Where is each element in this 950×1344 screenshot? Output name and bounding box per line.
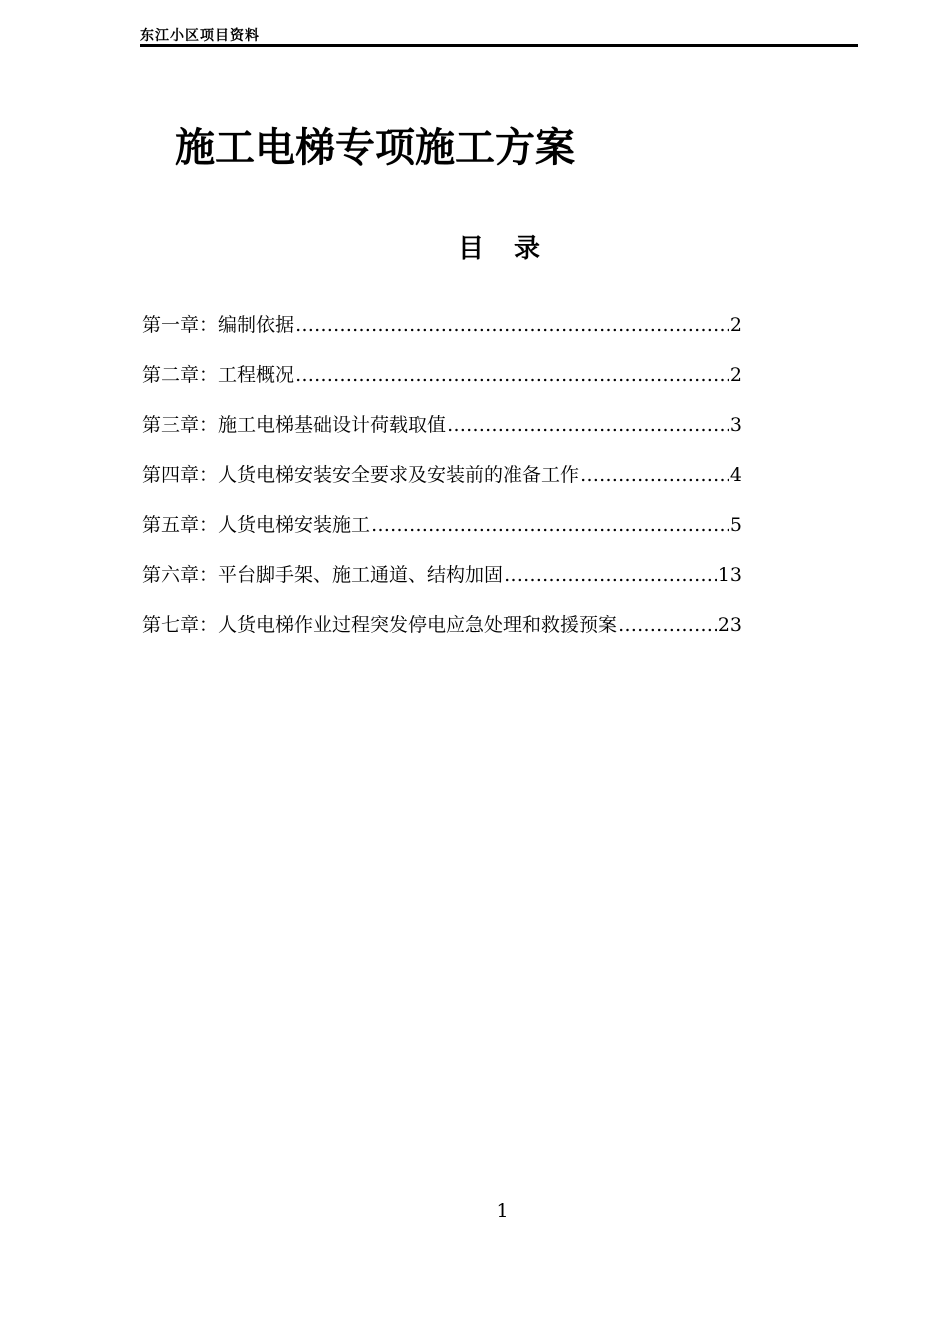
toc-entry-page: 4: [729, 464, 742, 486]
page-header: [140, 22, 858, 46]
toc-entry-label: 第二章：工程概况: [142, 364, 295, 386]
toc-leader-dots: [295, 314, 729, 336]
toc-entry-page: 2: [729, 314, 742, 336]
toc-entry-chapter-3[interactable]: [142, 410, 742, 460]
toc-leader-dots: [295, 364, 729, 386]
toc-leader-dots: [618, 614, 717, 636]
toc-entry-label: 第四章：人货电梯安装安全要求及安装前的准备工作: [142, 464, 580, 486]
toc-entry-chapter-5[interactable]: [142, 510, 742, 560]
toc-entry-page: 2: [729, 364, 742, 386]
toc-leader-dots: [371, 514, 729, 536]
toc-entry-page: 13: [717, 564, 742, 586]
toc-heading: 目录: [458, 234, 571, 264]
toc-entry-label: 第五章：人货电梯安装施工: [142, 514, 371, 536]
table-of-contents: [142, 310, 742, 660]
toc-leader-dots: [580, 464, 729, 486]
toc-entry-chapter-4[interactable]: [142, 460, 742, 510]
toc-leader-dots: [447, 414, 729, 436]
toc-entry-chapter-6[interactable]: [142, 560, 742, 610]
toc-entry-label: 第六章：平台脚手架、施工通道、结构加固: [142, 564, 504, 586]
toc-entry-page: 5: [729, 514, 742, 536]
document-title: 施工电梯专项施工方案: [175, 125, 575, 171]
toc-entry-chapter-7[interactable]: [142, 610, 742, 660]
toc-entry-chapter-1[interactable]: [142, 310, 742, 360]
toc-entry-page: 23: [717, 614, 742, 636]
toc-entry-label: 第七章：人货电梯作业过程突发停电应急处理和救援预案: [142, 614, 618, 636]
header-project-name: 东江小区项目资料: [140, 28, 260, 44]
toc-leader-dots: [504, 564, 717, 586]
toc-entry-label: 第一章：编制依据: [142, 314, 295, 336]
toc-entry-page: 3: [729, 414, 742, 436]
header-rule: [140, 44, 858, 47]
page-number: 1: [496, 1200, 509, 1222]
toc-entry-chapter-2[interactable]: [142, 360, 742, 410]
toc-entry-label: 第三章：施工电梯基础设计荷载取值: [142, 414, 447, 436]
